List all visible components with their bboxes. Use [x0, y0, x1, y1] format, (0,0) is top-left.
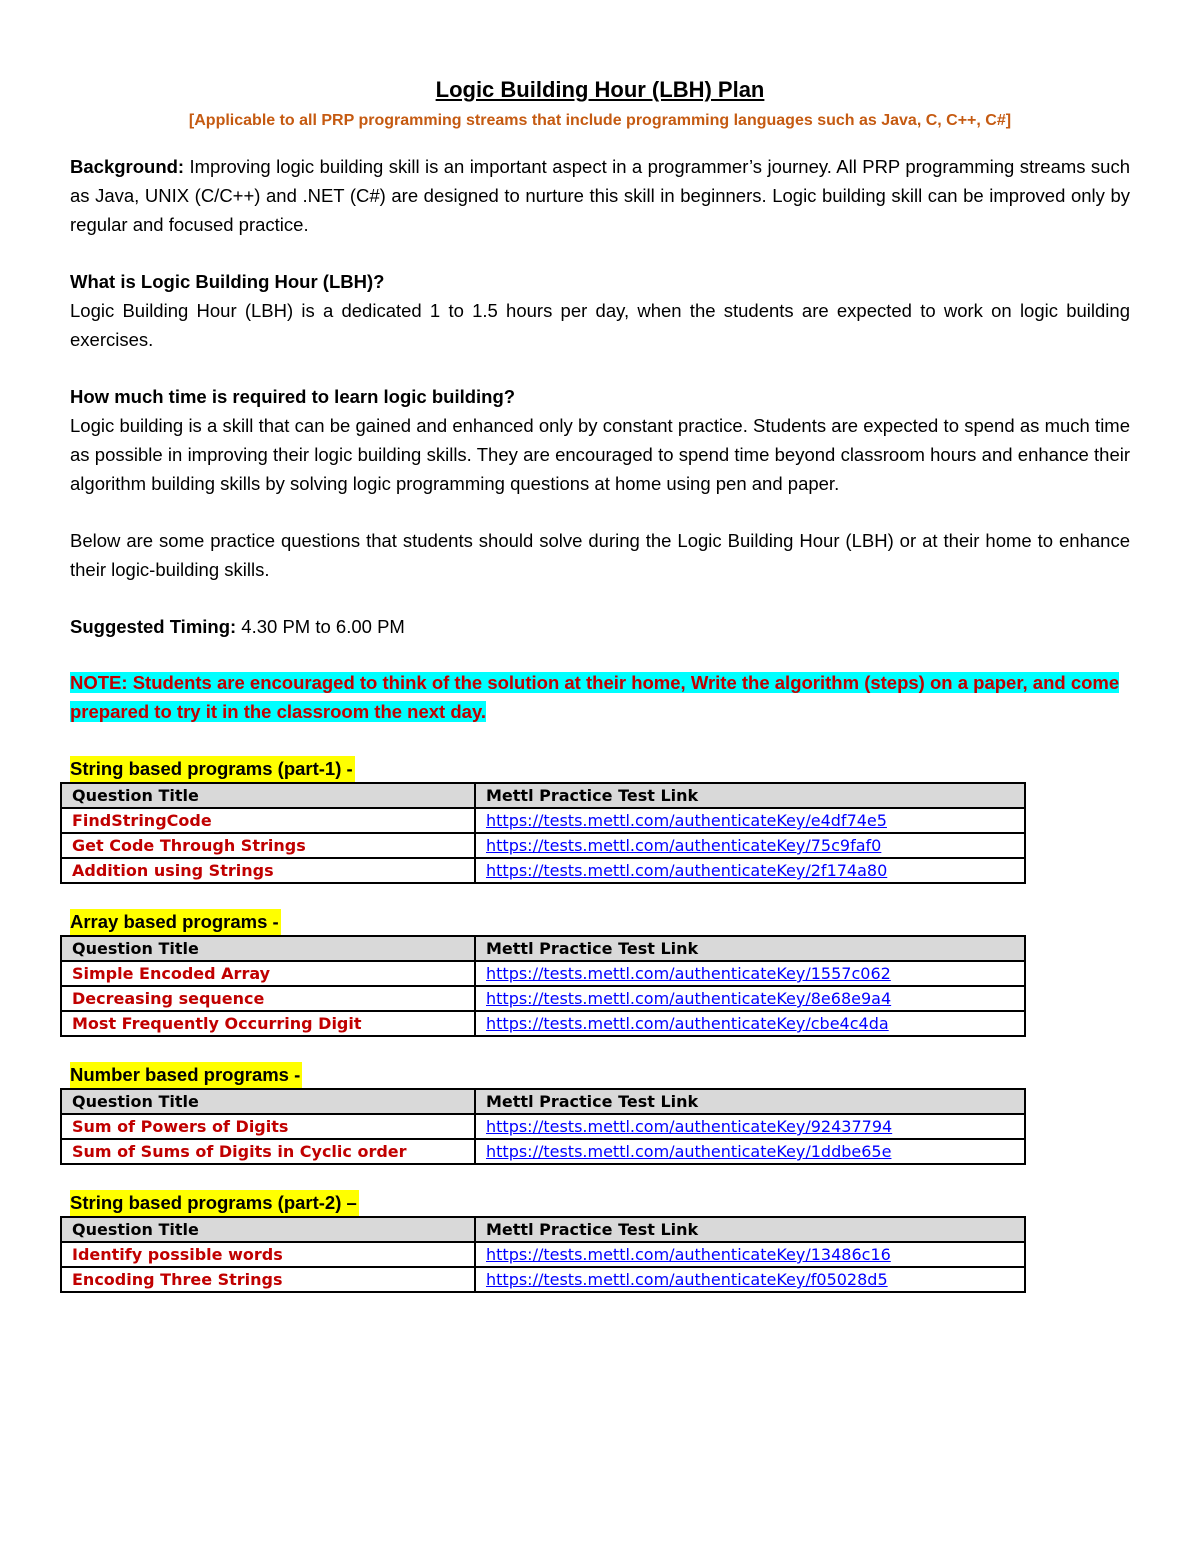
test-link[interactable]: https://tests.mettl.com/authenticateKey/13486c16 — [486, 1245, 891, 1264]
page-title: Logic Building Hour (LBH) Plan — [435, 77, 765, 102]
question-title-cell: Addition using Strings — [61, 858, 475, 883]
test-link-cell — [475, 808, 1025, 833]
what-is-paragraph — [70, 267, 1130, 354]
question-title-cell: Simple Encoded Array — [61, 961, 475, 986]
below-paragraph: Below are some practice questions that students should solve during the Logic Building Hour (LBH) or at their home to enhance their logic-building skills. — [70, 530, 1130, 580]
section-title: Number based programs - — [70, 1062, 302, 1088]
question-section — [70, 1190, 1130, 1293]
how-much-question: How much time is required to learn logic building? — [70, 386, 516, 407]
table-header-row — [61, 1089, 1025, 1114]
questions-table — [60, 1088, 1026, 1165]
section-title: String based programs (part-2) – — [70, 1190, 359, 1216]
question-section — [70, 909, 1130, 1037]
question-section — [70, 756, 1130, 884]
note-label: NOTE: — [70, 672, 128, 693]
section-title: String based programs (part-1) - — [70, 756, 355, 782]
test-link-cell — [475, 858, 1025, 883]
column-header-question-title: Question Title — [61, 783, 475, 808]
question-title-cell: Sum of Powers of Digits — [61, 1114, 475, 1139]
test-link-cell — [475, 1139, 1025, 1164]
column-header-test-link: Mettl Practice Test Link — [475, 1217, 1025, 1242]
test-link-cell — [475, 1011, 1025, 1036]
questions-table — [60, 1216, 1026, 1293]
test-link[interactable]: https://tests.mettl.com/authenticateKey/75c9faf0 — [486, 836, 882, 855]
note-block — [70, 668, 1130, 726]
questions-table — [60, 782, 1026, 884]
table-row — [61, 858, 1025, 883]
what-is-question: What is Logic Building Hour (LBH)? — [70, 271, 385, 292]
question-title-cell: Most Frequently Occurring Digit — [61, 1011, 475, 1036]
question-title-cell: Identify possible words — [61, 1242, 475, 1267]
column-header-test-link: Mettl Practice Test Link — [475, 936, 1025, 961]
note-text: Students are encouraged to think of the solution at their home, Write the algorithm (steps) on a paper, and come prepared to try it in the classroom the next day. — [70, 672, 1120, 722]
question-sections — [70, 756, 1130, 1293]
column-header-test-link: Mettl Practice Test Link — [475, 783, 1025, 808]
test-link[interactable]: https://tests.mettl.com/authenticateKey/e4df74e5 — [486, 811, 887, 830]
background-label: Background: — [70, 156, 185, 177]
how-much-answer: Logic building is a skill that can be gained and enhanced only by constant practice. Students are expected to spend as much time as possible in improving their logic building skills. They are encouraged to spend time beyond classroom hours and enhance their algorithm building skills by solving logic programming questions at home using pen and paper. — [70, 415, 1130, 494]
table-row — [61, 808, 1025, 833]
table-row — [61, 961, 1025, 986]
table-row — [61, 1139, 1025, 1164]
timing-value: 4.30 PM to 6.00 PM — [236, 616, 405, 637]
test-link[interactable]: https://tests.mettl.com/authenticateKey/92437794 — [486, 1117, 893, 1136]
table-header-row — [61, 1217, 1025, 1242]
suggested-timing — [70, 612, 1130, 641]
table-row — [61, 833, 1025, 858]
test-link-cell — [475, 986, 1025, 1011]
question-title-cell: Decreasing sequence — [61, 986, 475, 1011]
column-header-question-title: Question Title — [61, 1217, 475, 1242]
table-row — [61, 1242, 1025, 1267]
test-link[interactable]: https://tests.mettl.com/authenticateKey/1ddbe65e — [486, 1142, 892, 1161]
test-link-cell — [475, 833, 1025, 858]
background-paragraph — [70, 152, 1130, 239]
test-link[interactable]: https://tests.mettl.com/authenticateKey/8e68e9a4 — [486, 989, 892, 1008]
section-title: Array based programs - — [70, 909, 281, 935]
questions-table — [60, 935, 1026, 1037]
page-subtitle: [Applicable to all PRP programming streams that include programming languages such as Java, C, C++, C#] — [188, 112, 1012, 129]
how-much-paragraph — [70, 382, 1130, 498]
what-is-answer: Logic Building Hour (LBH) is a dedicated 1 to 1.5 hours per day, when the students are expected to work on logic building exercises. — [70, 300, 1130, 350]
test-link[interactable]: https://tests.mettl.com/authenticateKey/cbe4c4da — [486, 1014, 889, 1033]
table-row — [61, 986, 1025, 1011]
question-title-cell: FindStringCode — [61, 808, 475, 833]
test-link[interactable]: https://tests.mettl.com/authenticateKey/2f174a80 — [486, 861, 888, 880]
test-link-cell — [475, 961, 1025, 986]
document-content — [70, 74, 1130, 1318]
note-highlight — [70, 672, 1119, 722]
table-row — [61, 1267, 1025, 1292]
question-section — [70, 1062, 1130, 1165]
question-title-cell: Sum of Sums of Digits in Cyclic order — [61, 1139, 475, 1164]
question-title-cell: Get Code Through Strings — [61, 833, 475, 858]
question-title-cell: Encoding Three Strings — [61, 1267, 475, 1292]
table-row — [61, 1114, 1025, 1139]
test-link[interactable]: https://tests.mettl.com/authenticateKey/f05028d5 — [486, 1270, 888, 1289]
test-link[interactable]: https://tests.mettl.com/authenticateKey/1557c062 — [486, 964, 891, 983]
table-header-row — [61, 936, 1025, 961]
test-link-cell — [475, 1267, 1025, 1292]
column-header-test-link: Mettl Practice Test Link — [475, 1089, 1025, 1114]
column-header-question-title: Question Title — [61, 1089, 475, 1114]
background-text: Improving logic building skill is an important aspect in a programmer’s journey. All PRP programming streams such as Java, UNIX (C/C++) and .NET (C#) are designed to nurture this skill in beginners. Logic building skill can be improved only by regular and focused practice. — [70, 156, 1130, 235]
test-link-cell — [475, 1242, 1025, 1267]
table-header-row — [61, 783, 1025, 808]
column-header-question-title: Question Title — [61, 936, 475, 961]
test-link-cell — [475, 1114, 1025, 1139]
timing-label: Suggested Timing: — [70, 616, 237, 637]
table-row — [61, 1011, 1025, 1036]
